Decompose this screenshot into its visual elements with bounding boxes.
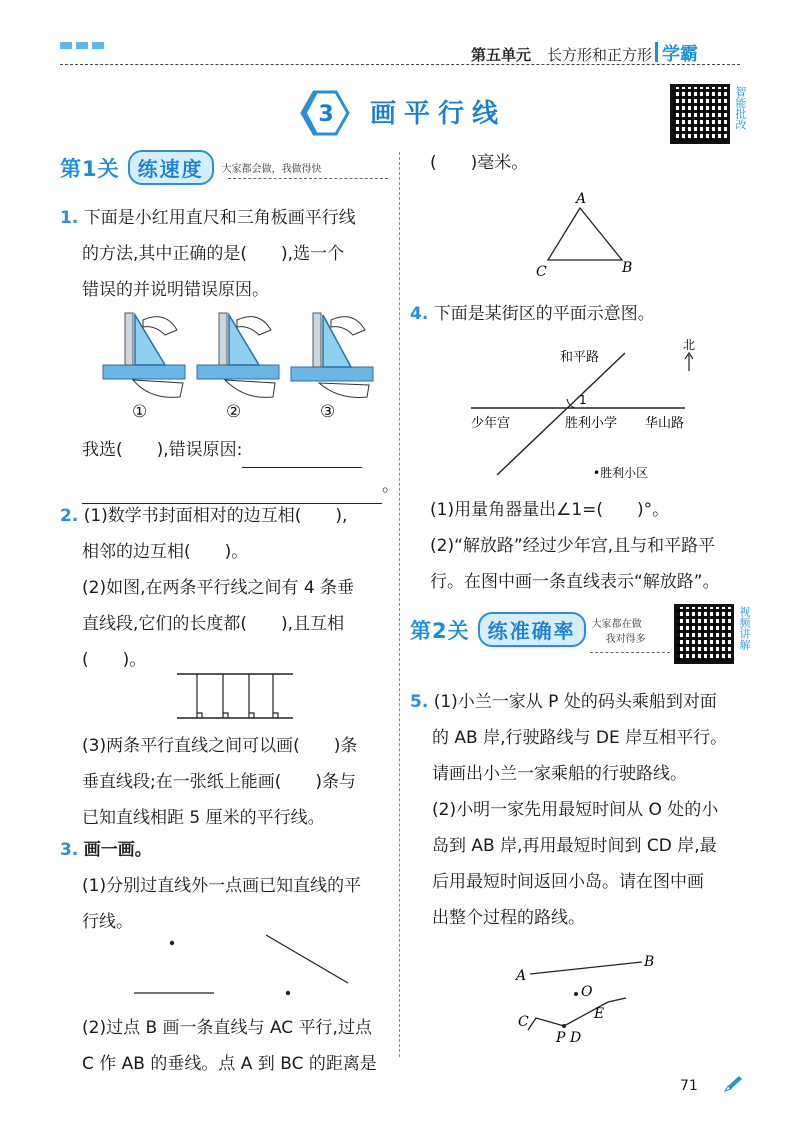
q5-label-e: E bbox=[594, 1006, 605, 1022]
section2-slogan-1: 大家都在做 bbox=[591, 618, 642, 630]
map-shengli-school: 胜利小学 bbox=[565, 416, 618, 431]
q2-parallel-figure bbox=[175, 668, 295, 724]
q5-river-figure bbox=[508, 948, 668, 1048]
q4-p2-line1: (2)“解放路”经过少年宫,且与和平路平 bbox=[430, 536, 716, 556]
q2-p3-line3: 已知直线相距 5 厘米的平行线。 bbox=[82, 808, 325, 828]
brand-bar bbox=[655, 42, 658, 62]
unit-label: 第五单元 bbox=[470, 46, 531, 64]
q1-reason-blank[interactable] bbox=[242, 447, 362, 468]
q1-line3: 错误的并说明错误原因。 bbox=[82, 280, 269, 300]
q1-fig-label-1: ① bbox=[132, 402, 148, 422]
q2-p1-line2: 相邻的边互相( )。 bbox=[82, 542, 249, 562]
q1-answer-row bbox=[82, 432, 362, 468]
section1-name: 练速度 bbox=[128, 150, 214, 185]
topic-label: 长方形和正方形 bbox=[546, 46, 652, 64]
q1-figure-3 bbox=[291, 313, 373, 397]
q1-line1: 下面是小红用直尺和三角板画平行线 bbox=[83, 208, 356, 228]
pencil-icon bbox=[722, 1074, 744, 1094]
triangle-label-a: A bbox=[576, 191, 587, 207]
q3-draw-figure bbox=[120, 925, 360, 1010]
header-unit bbox=[471, 44, 652, 65]
q4-parts bbox=[430, 492, 750, 600]
section1-rule bbox=[228, 178, 388, 179]
section1-heading bbox=[60, 150, 322, 185]
section2-prefix: 第2关 bbox=[410, 618, 470, 643]
section2-name: 练准确率 bbox=[478, 612, 586, 647]
question-3 bbox=[60, 832, 395, 940]
lesson-number: 3 bbox=[318, 102, 334, 127]
q5-p2-line1: (2)小明一家先用最短时间从 O 处的小 bbox=[432, 800, 719, 820]
q5-label-a: A bbox=[516, 968, 527, 984]
map-road-heping: 和平路 bbox=[560, 350, 600, 365]
q5-p1-line1: (1)小兰一家从 P 处的码头乘船到对面 bbox=[433, 692, 717, 712]
q3-triangle bbox=[530, 190, 640, 280]
section1-slogan: 大家都会做，我做得快 bbox=[221, 164, 322, 175]
q1-end-mark: 。 bbox=[382, 476, 399, 496]
header-rule bbox=[60, 64, 740, 65]
triangle-label-b: B bbox=[622, 260, 633, 276]
q5-p2-line4: 出整个过程的路线。 bbox=[432, 908, 585, 928]
q1-number: 1. bbox=[60, 208, 79, 228]
question-1 bbox=[60, 200, 395, 308]
q5-p1-line3: 请画出小兰一家乘船的行驶路线。 bbox=[432, 764, 687, 784]
q3-p2-line1: (2)过点 B 画一条直线与 AC 平行,过点 bbox=[82, 1018, 372, 1038]
header-decoration bbox=[60, 42, 104, 49]
q3-title: 画一画。 bbox=[83, 840, 152, 860]
q4-number: 4. bbox=[410, 304, 429, 324]
q1-figures bbox=[95, 305, 385, 410]
lesson-title: 画平行线 bbox=[370, 99, 507, 129]
qr-video-label: 视频讲解 bbox=[738, 606, 751, 650]
q3-p2-line3: ( )毫米。 bbox=[430, 153, 529, 173]
brand-logo: 学霸 bbox=[662, 44, 698, 65]
q3-part2 bbox=[82, 1010, 397, 1082]
section2-heading bbox=[410, 612, 646, 647]
page-number: 71 bbox=[680, 1078, 698, 1094]
q4-p2-line2: 行。在图中画一条直线表示“解放路”。 bbox=[430, 572, 720, 592]
map-angle-1: 1 bbox=[579, 393, 587, 407]
section1-prefix: 第1关 bbox=[60, 156, 120, 181]
q5-label-d: D bbox=[570, 1030, 582, 1046]
q5-label-p: P bbox=[556, 1030, 566, 1046]
question-4 bbox=[410, 296, 655, 332]
q5-p1-line2: 的 AB 岸,行驶路线与 DE 岸互相平行。 bbox=[432, 728, 728, 748]
q2-p2-line1: (2)如图,在两条平行线之间有 4 条垂 bbox=[82, 578, 355, 598]
q1-figure-2 bbox=[197, 313, 279, 397]
q5-p2-line2: 岛到 AB 岸,再用最短时间到 CD 岸,最 bbox=[432, 836, 717, 856]
q2-p1-line1: (1)数学书封面相对的边互相( ), bbox=[83, 506, 348, 526]
q5-p2-line3: 后用最短时间返回小岛。请在图中画 bbox=[432, 872, 704, 892]
q4-title: 下面是某街区的平面示意图。 bbox=[433, 304, 655, 324]
q1-fig-label-2: ② bbox=[226, 402, 242, 422]
section2-rule bbox=[590, 652, 670, 653]
q2-part3 bbox=[82, 728, 397, 836]
triangle-label-c: C bbox=[536, 264, 547, 280]
lesson-number-badge bbox=[300, 88, 350, 138]
map-road-huashan: 华山路 bbox=[645, 416, 685, 431]
qr-code-video[interactable] bbox=[674, 604, 734, 664]
q3-number: 3. bbox=[60, 840, 79, 860]
q1-line2: 的方法,其中正确的是( ),选一个 bbox=[82, 244, 345, 264]
qr-grading-label: 智能批改 bbox=[734, 86, 747, 130]
question-2 bbox=[60, 498, 395, 678]
q2-p2-line3: ( )。 bbox=[82, 650, 147, 670]
qr-code-grading[interactable] bbox=[670, 84, 730, 144]
q5-label-b: B bbox=[644, 954, 655, 970]
section2-slogan-2: 我对得多 bbox=[605, 633, 646, 645]
map-shengli-community: •胜利小区 bbox=[593, 466, 649, 480]
q3-p1-line1: (1)分别过直线外一点画已知直线的平 bbox=[82, 876, 362, 896]
map-shaoniangong: 少年宫 bbox=[471, 416, 511, 431]
q2-p3-line2: 垂直线段;在一张纸上能画( )条与 bbox=[82, 772, 356, 792]
q1-fig-label-3: ③ bbox=[320, 402, 336, 422]
q1-figure-1 bbox=[103, 313, 185, 397]
q4-street-map bbox=[465, 335, 715, 490]
q5-label-c: C bbox=[518, 1014, 529, 1030]
q4-p1: (1)用量角器量出∠1=( )°。 bbox=[430, 500, 670, 520]
question-5 bbox=[410, 684, 750, 936]
q2-p2-line2: 直线段,它们的长度都( ),且互相 bbox=[82, 614, 345, 634]
q5-number: 5. bbox=[410, 692, 429, 712]
q3-p2-line2: C 作 AB 的垂线。点 A 到 BC 的距离是 bbox=[82, 1054, 377, 1074]
q3-p1-line2: 行线。 bbox=[82, 912, 133, 932]
column-divider bbox=[399, 152, 400, 1057]
map-north: 北 bbox=[683, 338, 696, 352]
q2-number: 2. bbox=[60, 506, 79, 526]
q1-answer-prefix: 我选( ),错误原因: bbox=[82, 440, 243, 460]
q5-label-o: O bbox=[581, 984, 593, 1000]
q2-p3-line1: (3)两条平行直线之间可以画( )条 bbox=[82, 736, 358, 756]
